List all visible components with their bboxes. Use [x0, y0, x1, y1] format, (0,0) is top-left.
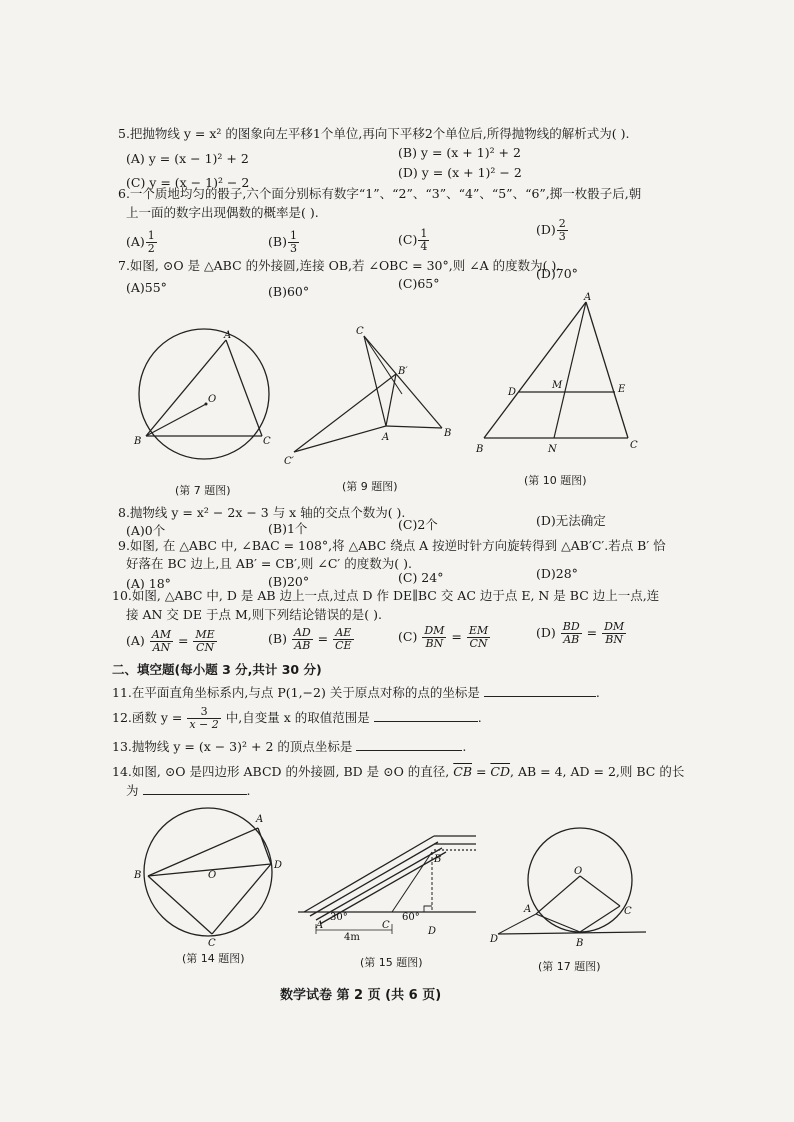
- q7-option-a: (A)55°: [126, 280, 167, 295]
- q9-stem-line1: 9.如图, 在 △ABC 中, ∠BAC = 108°,将 △ABC 绕点 A 按逆时针方向旋转得到 △AB′C′.若点 B′ 恰: [118, 538, 666, 553]
- fig15-label-distance: 4m: [344, 932, 360, 943]
- fig14-label-b: B: [134, 870, 142, 881]
- q5-option-c: (C) y = (x − 1)² − 2: [126, 175, 250, 190]
- q10-option-b: (B) $\frac{AD}{AB}$ = $\frac{AE}{CE}$: [268, 626, 352, 652]
- fig9-label-cprime: C′: [284, 456, 294, 467]
- fig9-label-c: C: [356, 326, 364, 337]
- fig7-label-a: A: [224, 330, 232, 341]
- fig17-label-o: O: [574, 866, 583, 877]
- q13-stem: 13.抛物线 y = (x − 3)² + 2 的顶点坐标是: [112, 739, 353, 754]
- fig10-label-e: E: [618, 384, 626, 395]
- fig10-label-n: N: [548, 444, 557, 455]
- fig15-label-c: C: [382, 920, 390, 931]
- figure-9: [282, 322, 462, 472]
- fig17-label-b: B: [576, 938, 584, 949]
- fig17-caption: (第 17 题图): [538, 960, 601, 973]
- q11-stem: 11.在平面直角坐标系内,与点 P(1,−2) 关于原点对称的点的坐标是: [112, 685, 480, 700]
- fig14-label-d: D: [274, 860, 283, 871]
- q10-option-d: (D) $\frac{BD}{AB}$ = $\frac{DM}{BN}$: [536, 620, 625, 646]
- q5-option-d: (D) y = (x + 1)² − 2: [398, 165, 522, 180]
- q6-stem-line2: 上一面的数字出现偶数的概率是( ).: [126, 205, 319, 220]
- figure-7: [134, 330, 294, 470]
- fig9-label-b: B: [444, 428, 452, 439]
- fig15-label-a: A: [316, 920, 324, 931]
- q8-option-b: (B)1个: [268, 521, 308, 536]
- fig10-label-d: D: [508, 387, 517, 398]
- section-2-title: 二、填空题(每小题 3 分,共计 30 分): [112, 662, 322, 677]
- q6-option-c: (C) $\frac{1}{4}$: [398, 227, 428, 253]
- fig15-label-d: D: [428, 926, 437, 937]
- q7-option-d: (D)70°: [536, 266, 578, 281]
- q8-option-a: (A)0个: [126, 523, 166, 538]
- fig14-label-o: O: [208, 870, 217, 881]
- q9-option-d: (D)28°: [536, 566, 578, 581]
- fig14-caption: (第 14 题图): [182, 952, 245, 965]
- q5-option-a: (A) y = (x − 1)² + 2: [126, 151, 249, 166]
- q5-stem: 5.把抛物线 y = x² 的图象向左平移1个单位,再向下平移2个单位后,所得抛物线的解析式为( ).: [118, 126, 630, 141]
- q10-stem-line2: 接 AN 交 DE 于点 M,则下列结论错误的是( ).: [126, 607, 382, 622]
- q7-option-c: (C)65°: [398, 276, 440, 291]
- fig10-caption: (第 10 题图): [524, 474, 587, 487]
- q12-answer-blank[interactable]: [374, 709, 478, 722]
- fig17-label-c: C: [624, 906, 632, 917]
- fig10-label-b: B: [476, 444, 484, 455]
- fig7-label-c: C: [263, 436, 271, 447]
- fig15-label-angle60: 60°: [402, 912, 420, 923]
- q11-line: 11.在平面直角坐标系内,与点 P(1,−2) 关于原点对称的点的坐标是 .: [112, 685, 600, 700]
- fig10-label-m: M: [552, 380, 563, 391]
- fig15-label-b: B: [434, 854, 442, 865]
- q9-stem-line2: 好落在 BC 边上,且 AB′ = CB′,则 ∠C′ 的度数为( ).: [126, 556, 412, 571]
- fig7-label-b: B: [134, 436, 142, 447]
- q6-option-b: (B) $\frac{1}{3}$: [268, 229, 297, 255]
- figure-14: [132, 800, 292, 950]
- q11-answer-blank[interactable]: [484, 684, 596, 697]
- q8-option-d: (D)无法确定: [536, 513, 606, 528]
- q12-line: 12.函数 y = $\frac{3}{x - 2}$ 中,自变量 x 的取值范围是 .: [112, 705, 482, 731]
- q13-line: 13.抛物线 y = (x − 3)² + 2 的顶点坐标是 .: [112, 739, 467, 754]
- fig9-label-bprime: B′: [398, 366, 408, 377]
- q10-option-a: (A) $\frac{AM}{AN}$ = $\frac{ME}{CN}$: [126, 628, 215, 654]
- q9-option-a: (A) 18°: [126, 576, 171, 591]
- figure-15: [296, 822, 486, 952]
- q7-option-b: (B)60°: [268, 284, 310, 299]
- fig14-label-c: C: [208, 938, 216, 949]
- q8-option-c: (C)2个: [398, 517, 438, 532]
- q10-option-c: (C) $\frac{DM}{BN}$ = $\frac{EM}{CN}$: [398, 624, 489, 650]
- fig15-caption: (第 15 题图): [360, 956, 423, 969]
- fig7-label-o: O: [208, 394, 217, 405]
- q14-stem-line1: 14.如图, ⊙O 是四边形 ABCD 的外接圆, BD 是 ⊙O 的直径, $\overline{CB} = \overline{CD}$, AB = 4, AD = 2,则 BC 的长: [112, 764, 685, 779]
- q14-stem-line2: 为 .: [126, 783, 251, 798]
- fig9-caption: (第 9 题图): [342, 480, 398, 493]
- figure-17: [488, 826, 648, 956]
- q9-option-b: (B)20°: [268, 574, 310, 589]
- q13-answer-blank[interactable]: [356, 738, 462, 751]
- fig17-label-d: D: [490, 934, 499, 945]
- page-footer: 数学试卷 第 2 页 (共 6 页): [280, 988, 442, 1003]
- fig10-label-c: C: [630, 440, 638, 451]
- q14-answer-blank[interactable]: [143, 782, 247, 795]
- q9-option-c: (C) 24°: [398, 570, 444, 585]
- fig17-label-a: A: [524, 904, 532, 915]
- q6-stem-line1: 6.一个质地均匀的骰子,六个面分别标有数字“1”、“2”、“3”、“4”、“5”、“6”,掷一枚骰子后,朝: [118, 186, 642, 201]
- q7-stem: 7.如图, ⊙O 是 △ABC 的外接圆,连接 OB,若 ∠OBC = 30°,则 ∠A 的度数为( ).: [118, 258, 561, 273]
- q8-stem: 8.抛物线 y = x² − 2x − 3 与 x 轴的交点个数为( ).: [118, 505, 406, 520]
- fig10-label-a: A: [584, 292, 592, 303]
- fig7-caption: (第 7 题图): [175, 484, 231, 497]
- q6-option-a: (A) $\frac{1}{2}$: [126, 229, 155, 255]
- q5-option-b: (B) y = (x + 1)² + 2: [398, 145, 521, 160]
- fig15-label-angle30: 30°: [330, 912, 348, 923]
- q10-stem-line1: 10.如图, △ABC 中, D 是 AB 边上一点,过点 D 作 DE∥BC 交 AC 边于点 E, N 是 BC 边上一点,连: [112, 588, 660, 603]
- q6-option-d: (D) $\frac{2}{3}$: [536, 217, 566, 243]
- fig9-label-a: A: [382, 432, 390, 443]
- fig14-label-a: A: [256, 814, 264, 825]
- figure-10: [474, 292, 644, 455]
